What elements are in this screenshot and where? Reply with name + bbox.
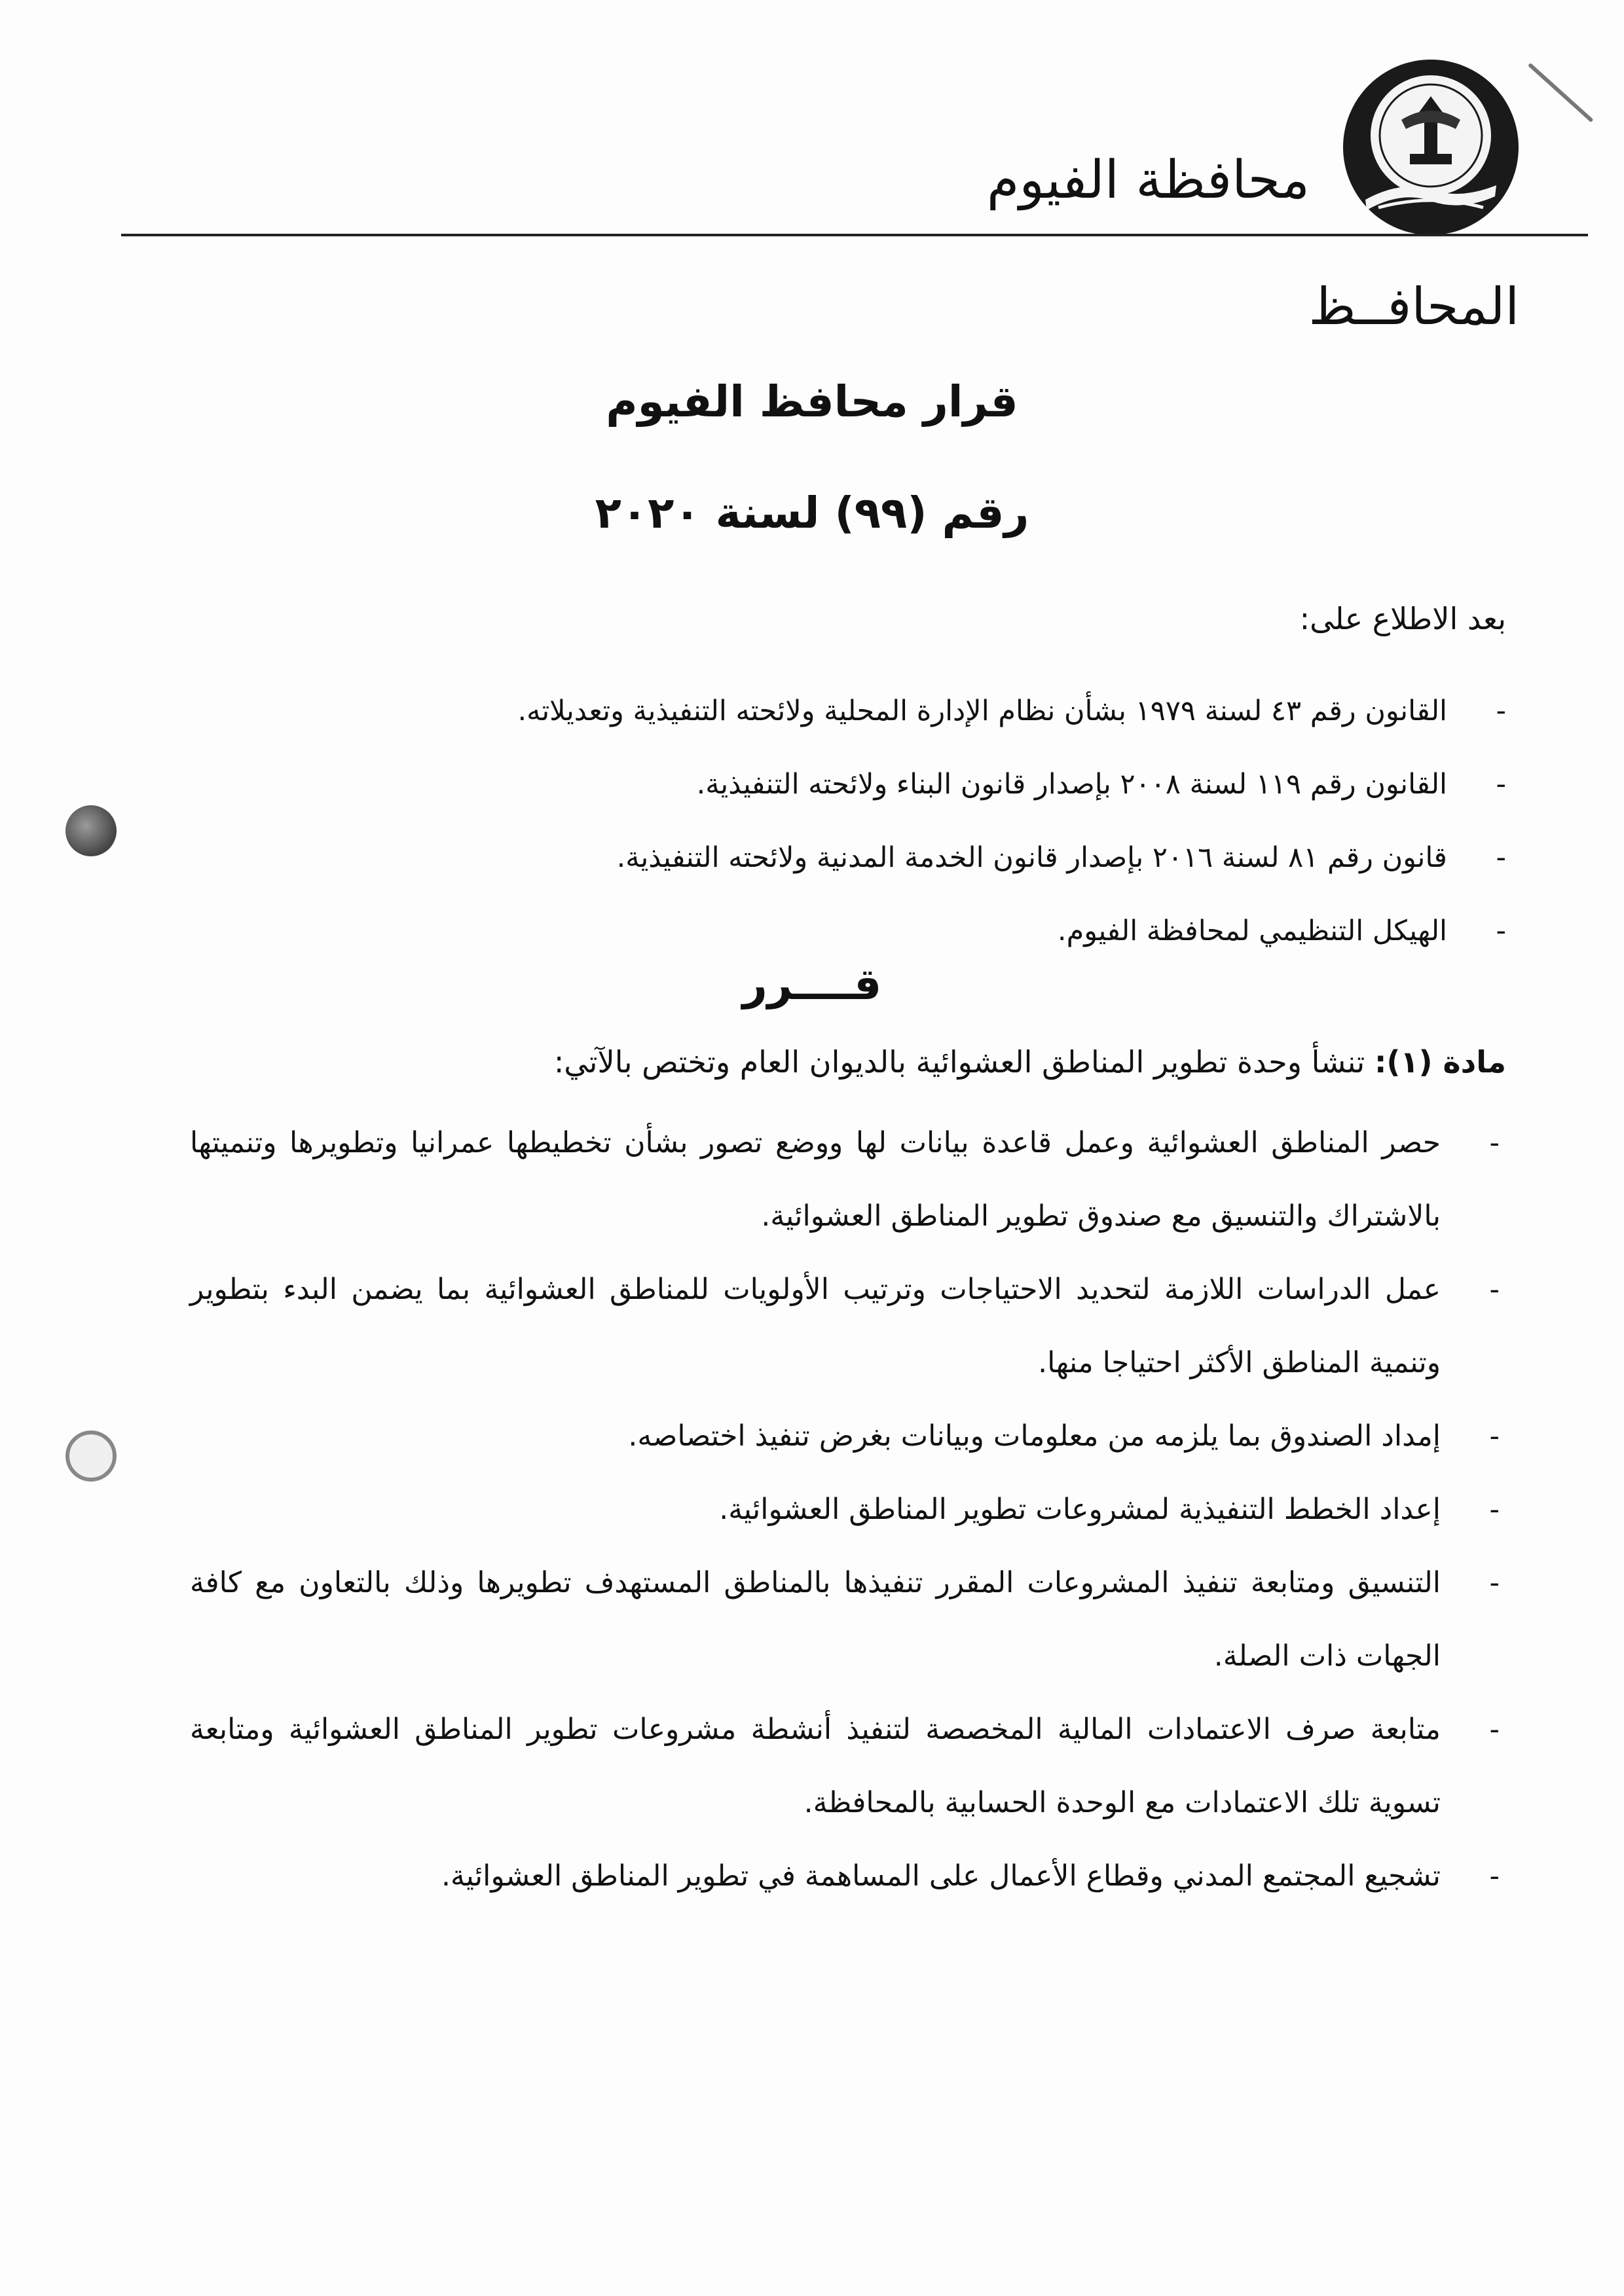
list-item [131,674,1506,748]
list-item [131,821,1506,894]
preamble-item-text: القانون رقم ٤٣ لسنة ١٩٧٩ بشأن نظام الإدارة المحلية ولائحته التنفيذية وتعديلاته. [517,695,1447,727]
governor-label: المحافــظ [1308,278,1519,337]
preamble-list [131,674,1506,968]
article-heading [554,1044,1506,1080]
list-item [131,894,1506,968]
article-item-text: عمل الدراسات اللازمة لتحديد الاحتياجات وترتيب الأولويات للمناطق العشوائية بما يضمن البدء بتطوير وتنمية المناطق الأكثر احتياجا منها. [190,1273,1441,1379]
bullet-dash: - [1496,768,1506,801]
article-item-text: التنسيق ومتابعة تنفيذ المشروعات المقرر تنفيذها بالمناطق المستهدف تطويرها وذلك بالتعاون مع كافة الجهات ذات الصلة. [190,1566,1441,1673]
list-item [190,1840,1500,1913]
scan-mark [1528,63,1594,122]
punch-hole [65,805,117,856]
list-item [131,748,1506,821]
bullet-dash: - [1489,1273,1500,1306]
preamble-item-text: القانون رقم ١١٩ لسنة ٢٠٠٨ بإصدار قانون البناء ولائحته التنفيذية. [696,768,1447,801]
preamble-intro: بعد الاطلاع على: [1299,601,1506,636]
bullet-dash: - [1489,1567,1500,1599]
bullet-dash: - [1496,841,1506,874]
list-item [190,1400,1500,1473]
article-item-text: إمداد الصندوق بما يلزمه من معلومات وبيانات بغرض تنفيذ اختصاصه. [628,1419,1441,1453]
bullet-dash: - [1496,915,1506,947]
preamble-item-text: قانون رقم ٨١ لسنة ٢٠١٦ بإصدار قانون الخدمة المدنية ولائحته التنفيذية. [616,841,1447,874]
bullet-dash: - [1496,695,1506,727]
list-item [190,1473,1500,1546]
governorate-name: محافظة الفيوم [986,149,1310,210]
article-item-text: متابعة صرف الاعتمادات المالية المخصصة لتنفيذ أنشطة مشروعات تطوير المناطق العشوائية ومتابعة تسوية تلك الاعتمادات مع الوحدة الحسابية بالمحافظة. [190,1713,1441,1819]
bullet-dash: - [1489,1420,1500,1453]
list-item [190,1106,1500,1253]
decree-title: قرار محافظ الفيوم [606,376,1018,427]
decree-number: رقم (٩٩) لسنة ٢٠٢٠ [595,488,1029,538]
bullet-dash: - [1489,1860,1500,1893]
governorate-emblem-icon [1339,56,1522,239]
header-divider [121,234,1588,236]
bullet-dash: - [1489,1493,1500,1526]
list-item [190,1546,1500,1693]
decision-heading: قــــرر [742,959,882,1010]
article-item-text: إعداد الخطط التنفيذية لمشروعات تطوير المناطق العشوائية. [719,1493,1441,1526]
bullet-dash: - [1489,1713,1500,1746]
bullet-dash: - [1489,1127,1500,1159]
list-item [190,1253,1500,1400]
punch-hole [65,1430,117,1482]
list-item [190,1693,1500,1840]
article-item-text: تشجيع المجتمع المدني وقطاع الأعمال على المساهمة في تطوير المناطق العشوائية. [441,1859,1441,1893]
article-items-list [190,1106,1500,1913]
article-label: مادة (١): [1374,1044,1506,1080]
article-item-text: حصر المناطق العشوائية وعمل قاعدة بيانات لها ووضع تصور بشأن تخطيطها عمرانيا وتطويرها وتنميتها بالاشتراك والتنسيق مع صندوق تطوير المناطق العشوائية. [190,1126,1441,1233]
preamble-item-text: الهيكل التنظيمي لمحافظة الفيوم. [1057,915,1447,947]
article-text: تنشأ وحدة تطوير المناطق العشوائية بالديوان العام وتختص بالآتي: [553,1044,1365,1080]
